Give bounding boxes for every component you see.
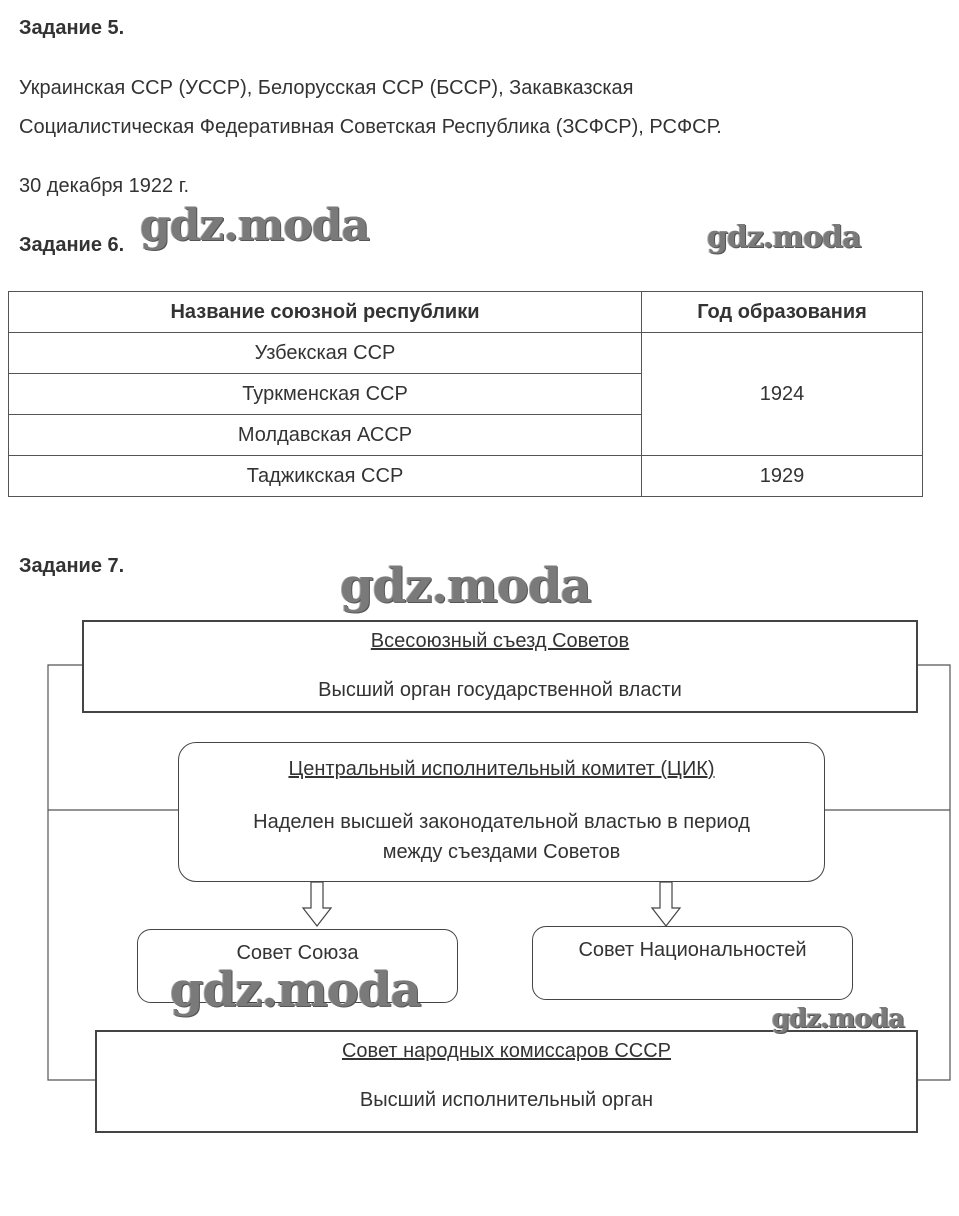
cik-box	[178, 742, 825, 882]
task5-heading: Задание 5.	[19, 17, 125, 39]
cik-title: Центральный исполнительный комитет (ЦИК)	[288, 758, 715, 780]
task6-heading: Задание 6.	[19, 234, 125, 256]
cik-desc-line1: Наделен высшей законодательной властью в период	[253, 811, 750, 833]
congress-box	[82, 620, 918, 713]
year-cell: 1929	[642, 456, 923, 497]
congress-desc: Высший орган государственной власти	[318, 679, 682, 701]
republic-cell: Таджикская ССР	[9, 456, 642, 497]
congress-title: Всесоюзный съезд Советов	[370, 630, 630, 652]
republic-cell: Туркменская ССР	[9, 374, 642, 415]
right-connector-line	[916, 665, 950, 1080]
year-cell: 1924	[642, 333, 923, 456]
watermark-logo: gdz.moda	[772, 1004, 905, 1034]
left-connector-line	[48, 665, 95, 1080]
down-arrow-icon	[652, 882, 680, 926]
snk-box	[95, 1030, 918, 1133]
watermark-logo: gdz.moda	[707, 220, 861, 255]
watermark-logo: gdz.moda	[340, 558, 591, 614]
task7-heading: Задание 7.	[19, 555, 125, 577]
republic-cell: Узбекская ССР	[9, 333, 642, 374]
watermark-logo: gdz.moda	[140, 200, 370, 251]
header-republic-name: Название союзной республики	[9, 292, 642, 333]
snk-desc: Высший исполнительный орган	[359, 1089, 654, 1111]
union-council-label: Совет Союза	[236, 942, 359, 964]
task5-line1: Украинская ССР (УССР), Белорусская ССР (БССР), Закавказская	[19, 77, 634, 99]
task5-line2: Социалистическая Федеративная Советская Республика (ЗСФСР), РСФСР.	[19, 116, 722, 138]
watermark-logo: gdz.moda	[170, 962, 421, 1018]
nationalities-council-box	[532, 926, 853, 1000]
cik-desc-line2: между съездами Советов	[382, 841, 621, 863]
republic-cell: Молдавская АССР	[9, 415, 642, 456]
task5-date: 30 декабря 1922 г.	[19, 175, 190, 197]
nationalities-council-label: Совет Национальностей	[578, 939, 807, 961]
header-formation-year: Год образования	[642, 292, 923, 333]
down-arrow-icon	[303, 882, 331, 926]
snk-title: Совет народных комиссаров СССР	[341, 1040, 671, 1062]
